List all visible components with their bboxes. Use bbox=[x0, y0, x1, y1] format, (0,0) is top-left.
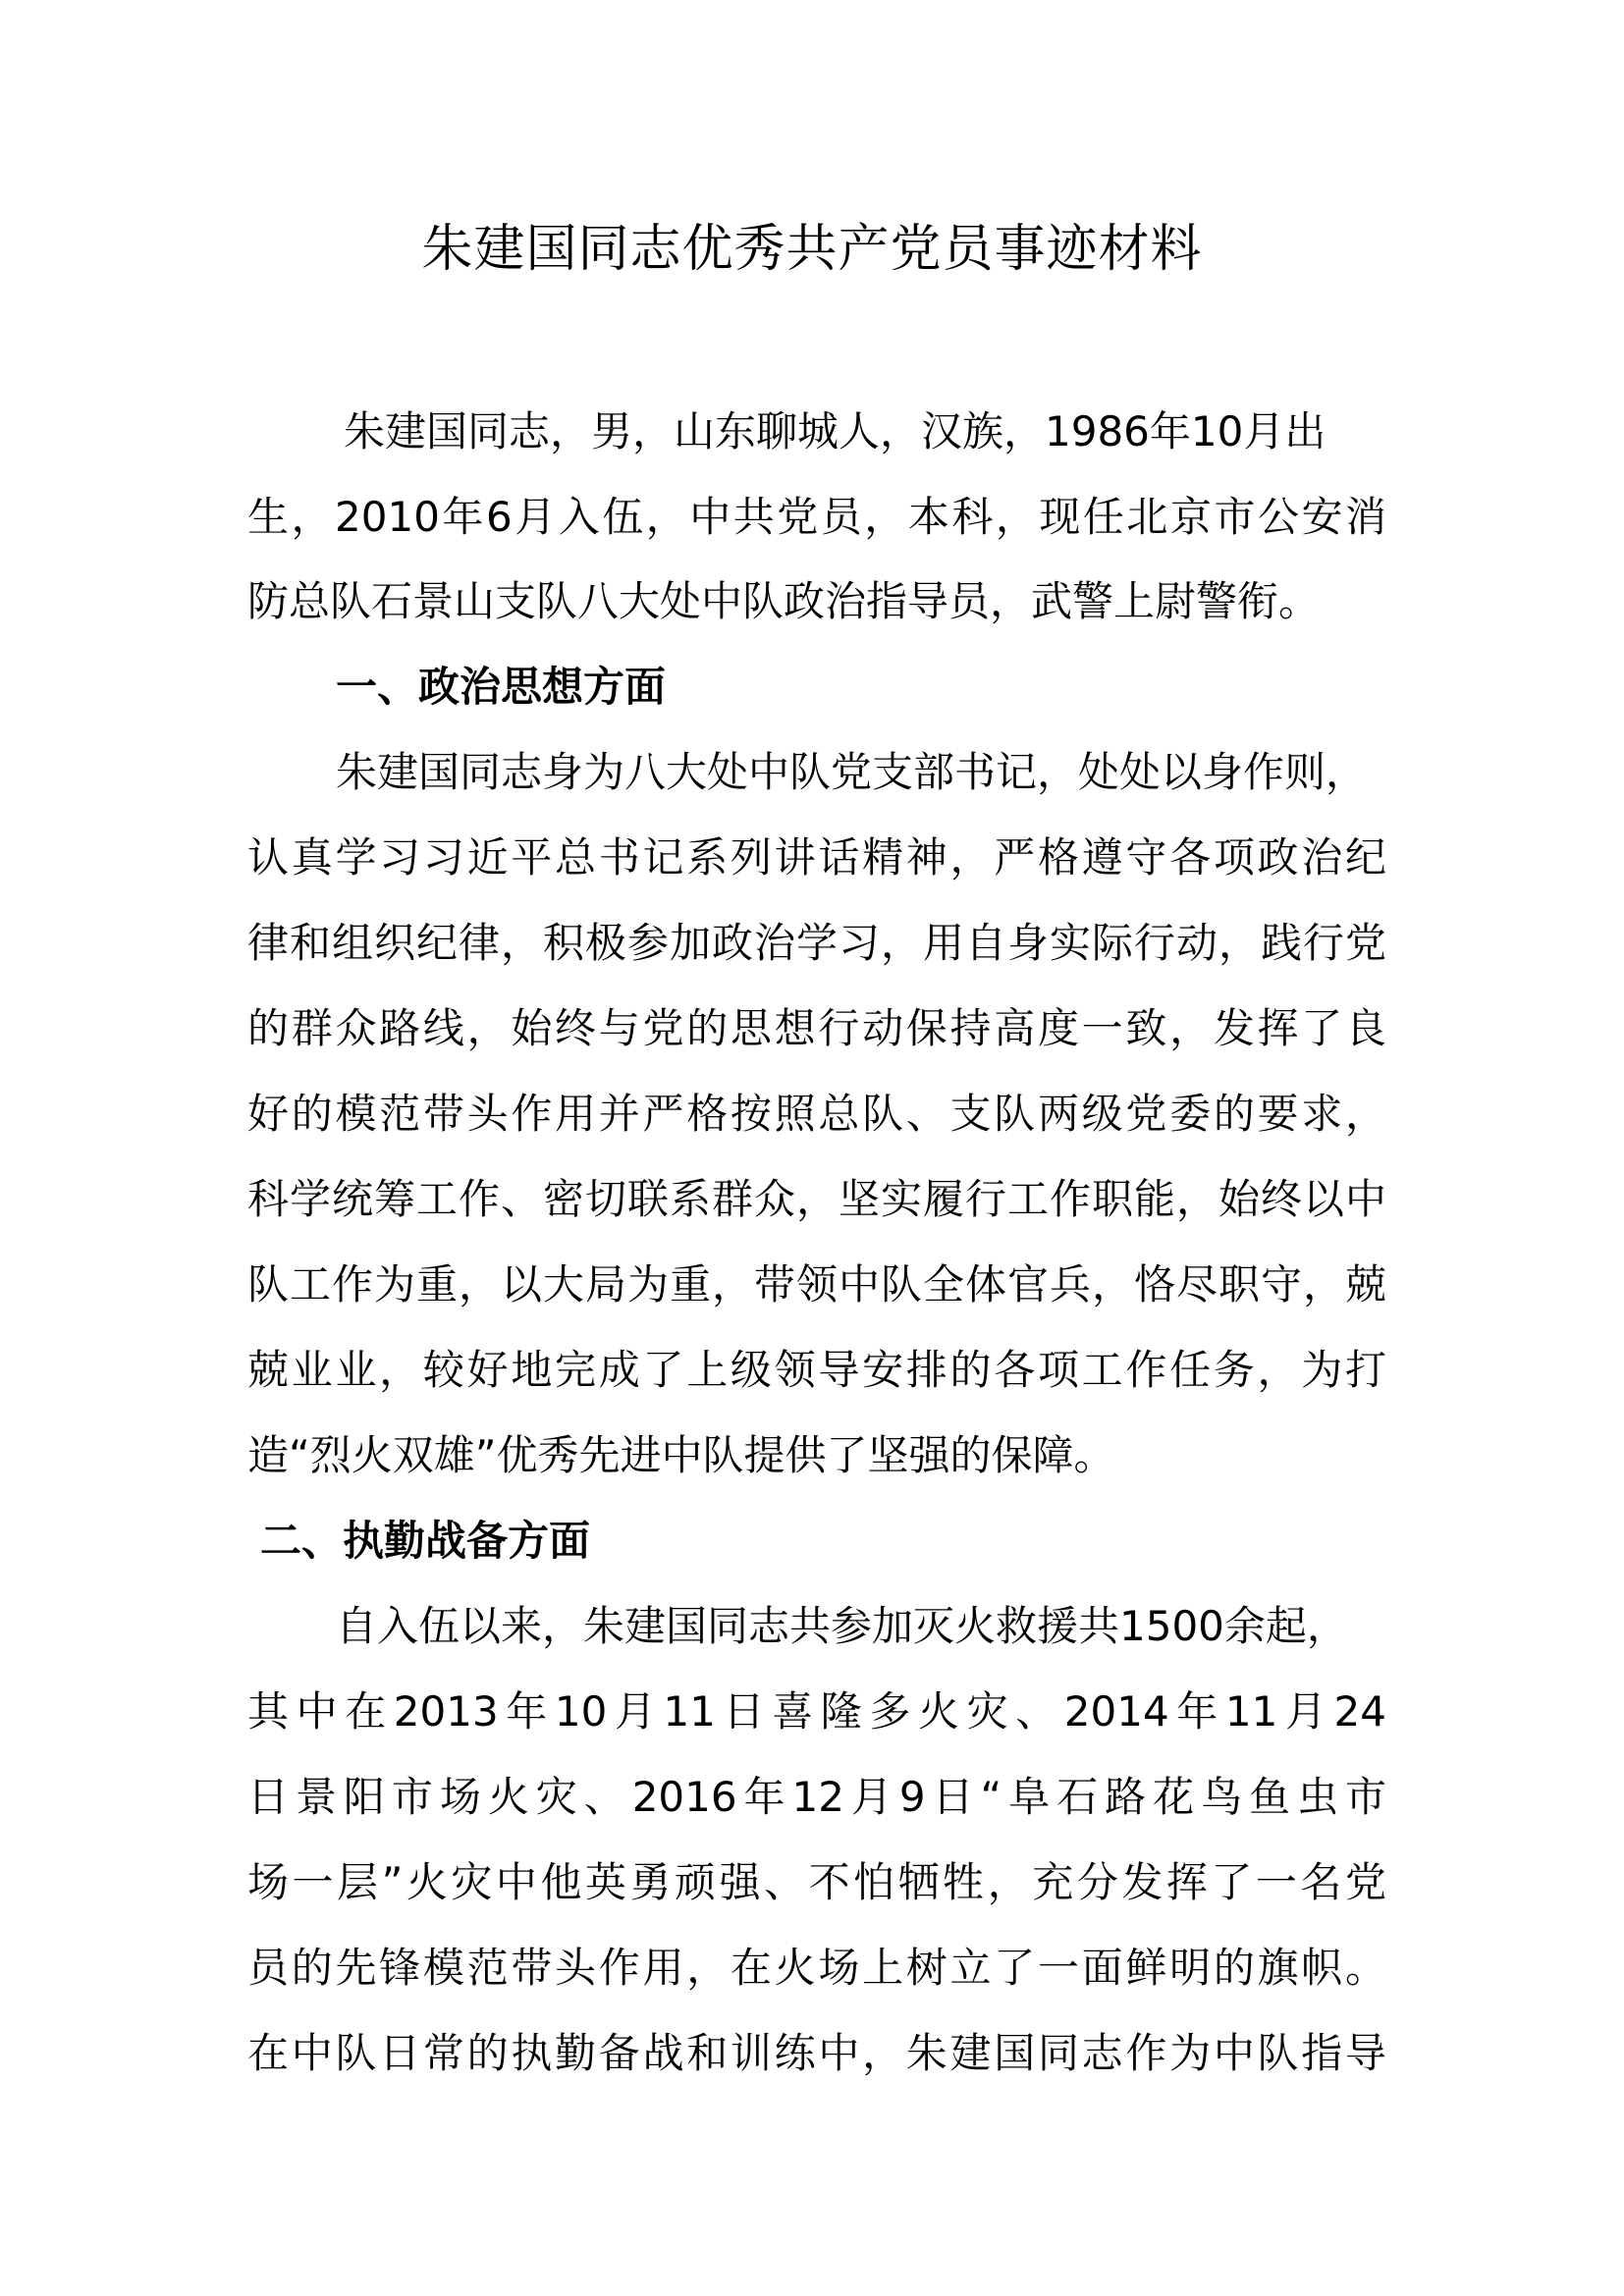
document-title: 朱建国同志优秀共产党员事迹材料 bbox=[421, 220, 1203, 279]
paragraph-line: 的群众路线，始终与党的思想行动保持高度一致，发挥了良 bbox=[247, 1004, 1386, 1052]
paragraph-line: 场一层”火灾中他英勇顽强、不怕牺牲，充分发挥了一名党 bbox=[247, 1858, 1386, 1906]
intro-line: 朱建国同志，男，山东聊城人，汉族，1986年10月出 bbox=[344, 407, 1326, 455]
paragraph-line: 其中在2013年10月11日喜隆多火灾、2014年11月24 bbox=[247, 1687, 1386, 1735]
paragraph-line: 日景阳市场火灾、2016年12月9日“阜石路花鸟鱼虫市 bbox=[247, 1773, 1386, 1821]
paragraph-line: 好的模范带头作用并严格按照总队、支队两级党委的要求， bbox=[247, 1090, 1386, 1138]
paragraph-line: 员的先锋模范带头作用，在火场上树立了一面鲜明的旗帜。 bbox=[247, 1944, 1386, 1992]
section-heading-political: 一、政治思想方面 bbox=[336, 663, 667, 711]
paragraph-line: 科学统筹工作、密切联系群众，坚实履行工作职能，始终以中 bbox=[247, 1175, 1386, 1223]
paragraph-line: 律和组织纪律，积极参加政治学习，用自身实际行动，践行党 bbox=[247, 919, 1386, 967]
paragraph-line: 造“烈火双雄”优秀先进中队提供了坚强的保障。 bbox=[247, 1431, 1115, 1479]
paragraph-line: 自入伍以来，朱建国同志共参加灭火救援共1500余起， bbox=[336, 1602, 1348, 1650]
paragraph-line: 队工作为重，以大局为重，带领中队全体官兵，恪尽职守，兢 bbox=[247, 1260, 1386, 1308]
paragraph-line: 认真学习习近平总书记系列讲话精神，严格遵守各项政治纪 bbox=[247, 833, 1386, 881]
intro-line: 防总队石景山支队八大处中队政治指导员，武警上尉警衔。 bbox=[247, 577, 1321, 625]
section-heading-duty: 二、执勤战备方面 bbox=[260, 1517, 591, 1565]
paragraph-line: 兢业业，较好地完成了上级领导安排的各项工作任务，为打 bbox=[247, 1346, 1386, 1394]
paragraph-line: 朱建国同志身为八大处中队党支部书记，处处以身作则， bbox=[336, 748, 1368, 796]
intro-line: 生，2010年6月入伍，中共党员，本科，现任北京市公安消 bbox=[247, 493, 1386, 541]
paragraph-line: 在中队日常的执勤备战和训练中，朱建国同志作为中队指导 bbox=[247, 2029, 1386, 2077]
